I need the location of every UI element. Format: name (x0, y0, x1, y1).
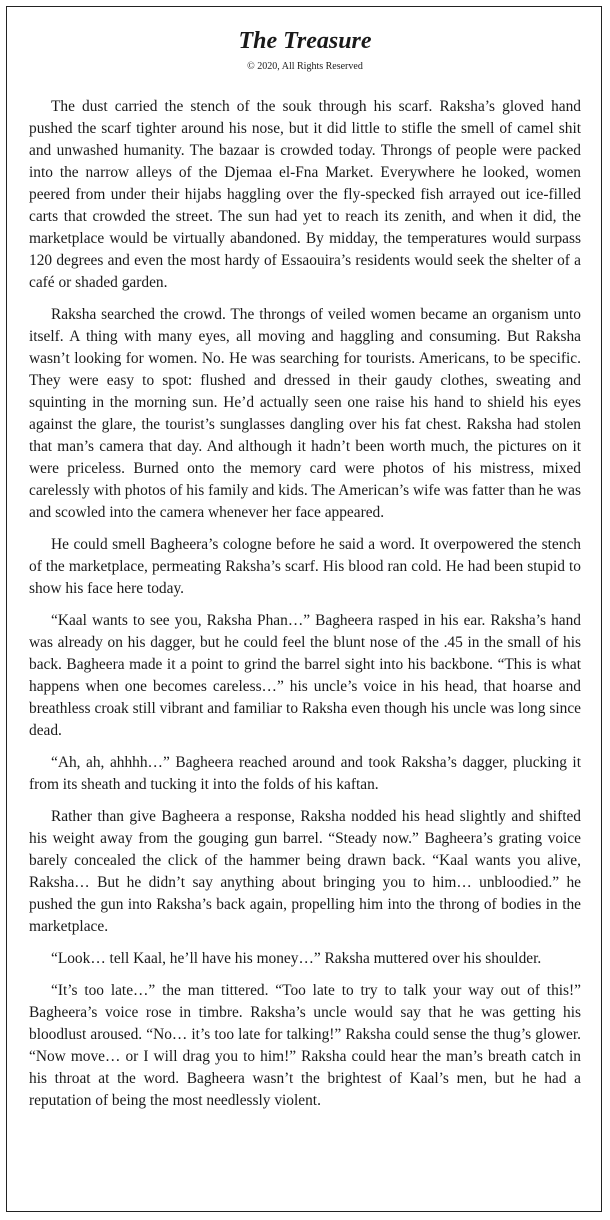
page-frame (6, 6, 602, 1212)
paragraph: Rather than give Bagheera a response, Raksha nodded his head slightly and shifted his weight away from the gouging gun barrel. “Steady now.” Bagheera’s grating voice barely concealed the click of the hammer being drawn back. “Kaal wants you alive, Raksha… But he didn’t say anything about bringing you to him… unbloodied.” he pushed the gun into Raksha’s back again, propelling him into the throng of bodies in the marketplace. (29, 808, 581, 935)
paragraph: The dust carried the stench of the souk through his scarf. Raksha’s gloved hand pushed the scarf tighter around his nose, but it did little to stifle the smell of camel shit and unwashed humanity. The bazaar is crowded today. Throngs of people were packed into the narrow alleys of the Djemaa el-Fna Market. Everywhere he looked, women peered from under their hijabs haggling over the fly-specked fish arrayed out ice-filled carts that crowded the street. The sun had yet to reach its zenith, and when it did, the marketplace would be virtually abandoned. By midday, the temperatures would surpass 120 degrees and even the most hardy of Essaouira’s residents would seek the shelter of a café or shaded garden. (29, 98, 581, 291)
paragraph: “Kaal wants to see you, Raksha Phan…” Bagheera rasped in his ear. Raksha’s hand was already on his dagger, but he could feel the blunt nose of the .45 in the small of his back. Bagheera made it a point to grind the barrel sight into his backbone. “This is what happens when one becomes careless…” his uncle’s voice in his head, that hoarse and breathless croak still vibrant and familiar to Raksha even though his uncle was long since dead. (29, 612, 581, 739)
story-title: The Treasure (238, 28, 372, 54)
paragraph: “It’s too late…” the man tittered. “Too late to try to talk your way out of this!” Bagheera’s voice rose in timbre. Raksha’s uncle would say that he was getting his bloodlust aroused. “No… it’s too late for talking!” Raksha could sense the thug’s glower. “Now move… or I will drag you to him!” Raksha could hear the man’s breath catch in his throat at the word. Bagheera wasn’t the brightest of Kaal’s men, but he had a reputation of being the most needlessly violent. (29, 982, 581, 1109)
copyright-notice: © 2020, All Rights Reserved (247, 61, 363, 72)
paragraph: He could smell Bagheera’s cologne before he said a word. It overpowered the stench of the marketplace, permeating Raksha’s scarf. His blood ran cold. He had been stupid to show his face here today. (29, 536, 581, 597)
page-content (7, 7, 601, 1211)
paragraph: Raksha searched the crowd. The throngs of veiled women became an organism unto itself. A thing with many eyes, all moving and haggling and consuming. But Raksha wasn’t looking for women. No. He was searching for tourists. Americans, to be specific. They were easy to spot: flushed and dressed in their gaudy clothes, sweating and squinting in the morning sun. He’d actually seen one raise his hand to shield his eyes against the glare, the tourist’s sunglasses dangling over his fat chest. Raksha had stolen that man’s camera that day. And although it hadn’t been worth much, the pictures on it were priceless. Burned onto the memory card were photos of his mistress, mixed carelessly with photos of his family and kids. The American’s wife was fatter than he was and scowled into the camera whenever her face appeared. (29, 306, 581, 521)
paragraph: “Look… tell Kaal, he’ll have his money…” Raksha muttered over his shoulder. (51, 950, 542, 967)
paragraph: “Ah, ah, ahhhh…” Bagheera reached around and took Raksha’s dagger, plucking it from its sheath and tucking it into the folds of his kaftan. (29, 754, 581, 793)
story-body (29, 96, 581, 1112)
